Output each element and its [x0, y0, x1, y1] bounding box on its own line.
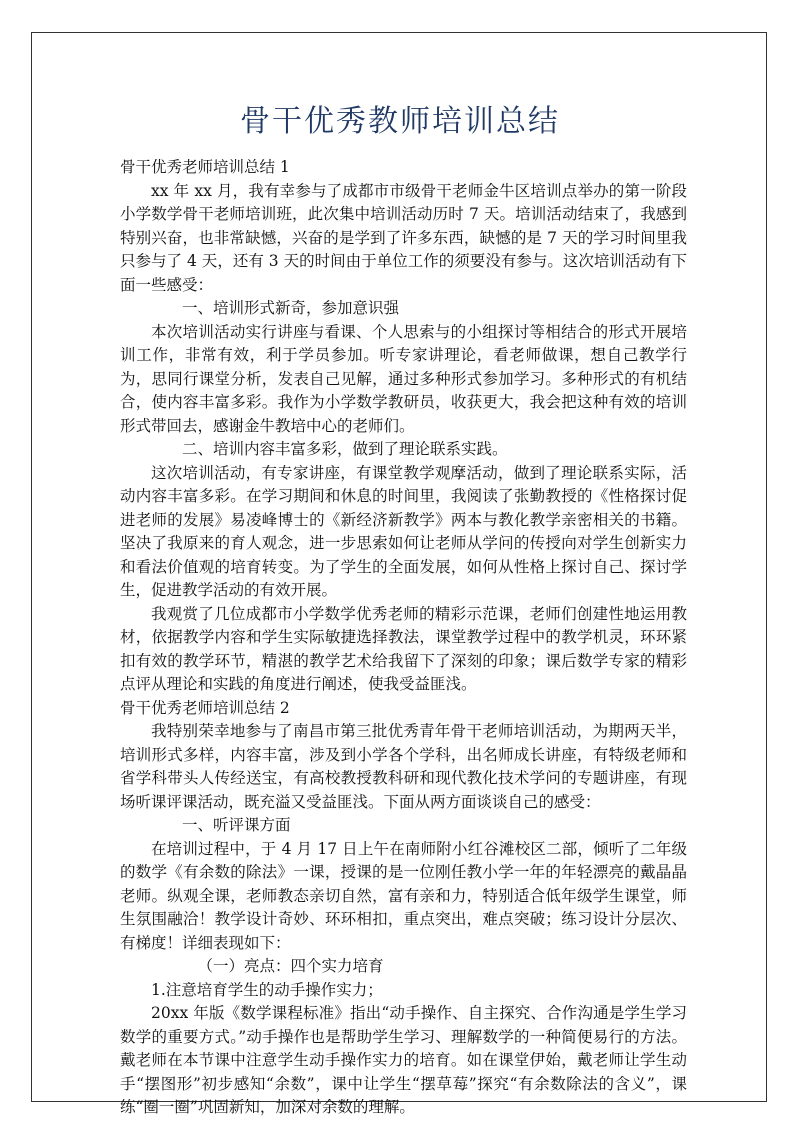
paragraph: 这次培训活动，有专家讲座，有课堂教学观摩活动，做到了理论联系实际，活动内容丰富多彩。在学习期间和休息的时间里，我阅读了张勤教授的《性格探讨促进老师的发展》易凌峰博士的《新经济新教学》两本与教化教学亲密相关的书籍。坚决了我原来的育人观念，进一步思索如何让老师从学问的传授向对学生创新实力和看法价值观的培育转变。为了学生的全面发展，如何从性格上探讨自己、探讨学生，促进教学活动的有效开展。: [120, 463, 687, 599]
section-heading: 一、培训形式新奇，参加意识强: [182, 299, 400, 317]
section-heading: 二、培训内容丰富多彩，做到了理论联系实践。: [182, 440, 508, 458]
section-heading: （一）亮点：四个实力培育: [197, 957, 384, 975]
paragraph: 骨干优秀老师培训总结 1: [120, 158, 290, 176]
document-body: [120, 156, 687, 1120]
paragraph: 骨干优秀老师培训总结 2: [120, 698, 290, 717]
section-heading: 一、听评课方面: [182, 816, 291, 834]
paragraph: 我观赏了几位成都市小学数学优秀老师的精彩示范课，老师们创建性地运用教材，依据教学内容和学生实际敏捷选择教法，课堂教学过程中的教学机灵，环环紧扣有效的教学环节，精湛的教学艺术给我留下了深刻的印象；课后数学专家的精彩点评从理论和实践的角度进行阐述，使我受益匪浅。: [120, 604, 687, 693]
paragraph: 在培训过程中，于 4 月 17 日上午在南师附小红谷滩校区二部，倾听了二年级的数学《有余数的除法》一课，授课的是一位刚任教小学一年的年轻漂亮的戴晶晶老师。纵观全课，老师教态亲切自然，富有亲和力，特别适合低年级学生课堂，师生氛围融洽！教学设计奇妙、环环相扣，重点突出，难点突破；练习设计分层次、有梯度！详细表现如下：: [120, 839, 687, 952]
paragraph: 本次培训活动实行讲座与看课、个人思索与的小组探讨等相结合的形式开展培训工作，非常有效，利于学员参加。听专家讲理论，看老师做课，想自己教学行为，思同行课堂分析，发表自己见解，通过多种形式参加学习。多种形式的有机结合，使内容丰富多彩。我作为小学数学教研员，收获更大，我会把这种有效的培训形式带回去，感谢金牛教培中心的老师们。: [120, 322, 687, 435]
paragraph: 我特别荣幸地参与了南昌市第三批优秀青年骨干老师培训活动，为期两天半，培训形式多样，内容丰富，涉及到小学各个学科，出名师成长讲座，有特级老师和省学科带头人传经送宝，有高校教授教科研和现代教化技术学问的专题讲座，有现场听课评课活动，既充溢又受益匪浅。下面从两方面谈谈自己的感受：: [120, 722, 687, 811]
paragraph: xx 年 xx 月，我有幸参与了成都市市级骨干老师金牛区培训点举办的第一阶段小学数学骨干老师培训班，此次集中培训活动历时 7 天。培训活动结束了，我感到特别兴奋，也非常缺憾，兴奋的是学到了许多东西，缺憾的是 7 天的学习时间里我只参与了 4 天，还有 3 天的时间由于单位工作的须要没有参与。这次培训活动有下面一些感受：: [120, 181, 687, 294]
paragraph: 20xx 年版《数学课程标准》指出“动手操作、自主探究、合作沟通是学生学习数学的重要方式。”动手操作也是帮助学生学习、理解数学的一种简便易行的方法。戴老师在本节课中注意学生动手操作实力的培育。如在课堂伊始，戴老师让学生动手“摆图形”初步感知“余数”，课中让学生“摆草莓”探究“有余数除法的含义”，课练“圈一圈”巩固新知，加深对余数的理解。: [120, 1004, 687, 1116]
paragraph: 1.注意培育学生的动手操作实力；: [151, 980, 383, 999]
document-title: 骨干优秀教师培训总结: [240, 104, 560, 139]
